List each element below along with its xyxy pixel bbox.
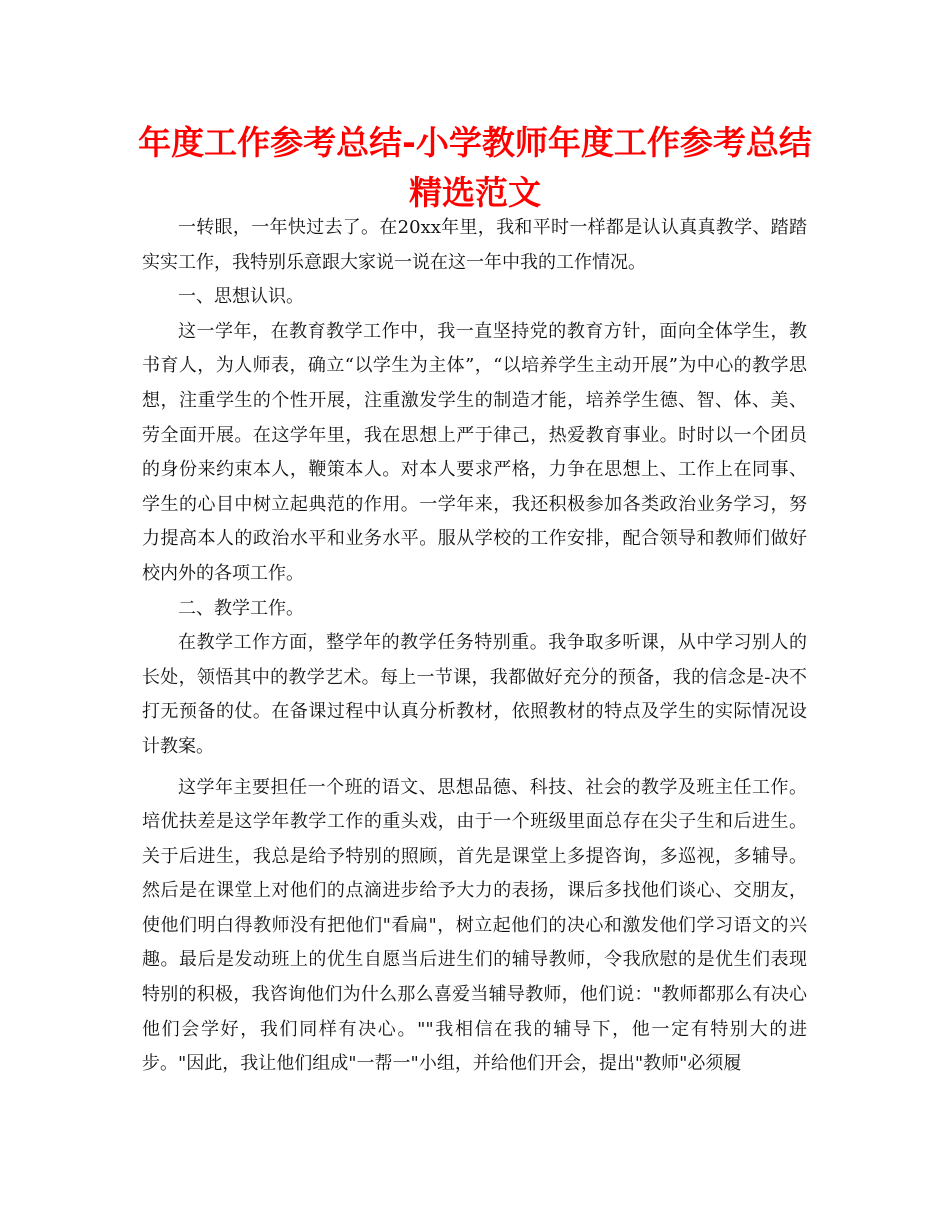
paragraph-class-work: 这学年主要担任一个班的语文、思想品德、科技、社会的教学及班主任工作。培优扶差是这学年教学工作的重头戏，由于一个班级里面总存在尖子生和后进生。关于后进生，我总是给予特别的照顾，首先是课堂上多提咨询，多巡视，多辅导。然后是在课堂上对他们的点滴进步给予大力的表扬，课后多找他们谈心、交朋友，使他们明白得教师没有把他们"看扁"，树立起他们的决心和激发他们学习语文的兴趣。最后是发动班上的优生自愿当后进生们的辅导教师，令我欣慰的是优生们表现特别的积极，我咨询他们为什么那么喜爱当辅导教师，他们说："教师都那么有决心他们会学好，我们同样有决心。""我相信在我的辅导下，他一定有特别大的进步。"因此，我让他们组成"一帮一"小组，并给他们开会，提出"教师"必须履 [142, 776, 807, 1075]
document-title: 年度工作参考总结-小学教师年度工作参考总结精选范文 [138, 123, 812, 212]
section-heading-teaching: 二、教学工作。 [178, 597, 304, 619]
paragraph-teaching: 在教学工作方面，整学年的教学任务特别重。我争取多听课，从中学习别人的长处，领悟其中的教学艺术。每上一节课，我都做好充分的预备，我的信念是-决不打无预备的仗。在备课过程中认真分析教材，依照教材的特点及学生的实际情况设计教案。 [142, 632, 808, 757]
paragraph-thought: 这一学年，在教育教学工作中，我一直坚持党的教育方针，面向全体学生，教书育人，为人师表，确立“以学生为主体”，“以培养学生主动开展”为中心的教学思想，注重学生的个性开展，注重激发学生的制造才能，培养学生德、智、体、美、劳全面开展。在这学年里，我在思想上严于律己，热爱教育事业。时时以一个团员的身份来约束本人，鞭策本人。对本人要求严格，力争在思想上、工作上在同事、学生的心目中树立起典范的作用。一学年来，我还积极参加各类政治业务学习，努力提高本人的政治水平和业务水平。服从学校的工作安排，配合领导和教师们做好校内外的各项工作。 [142, 320, 807, 584]
document-body [142, 211, 807, 1082]
section-heading-thought: 一、思想认识。 [178, 286, 304, 308]
paragraph-intro: 一转眼，一年快过去了。在20xx年里，我和平时一样都是认认真真教学、踏踏实实工作，我特别乐意跟大家说一说在这一年中我的工作情况。 [142, 217, 807, 273]
